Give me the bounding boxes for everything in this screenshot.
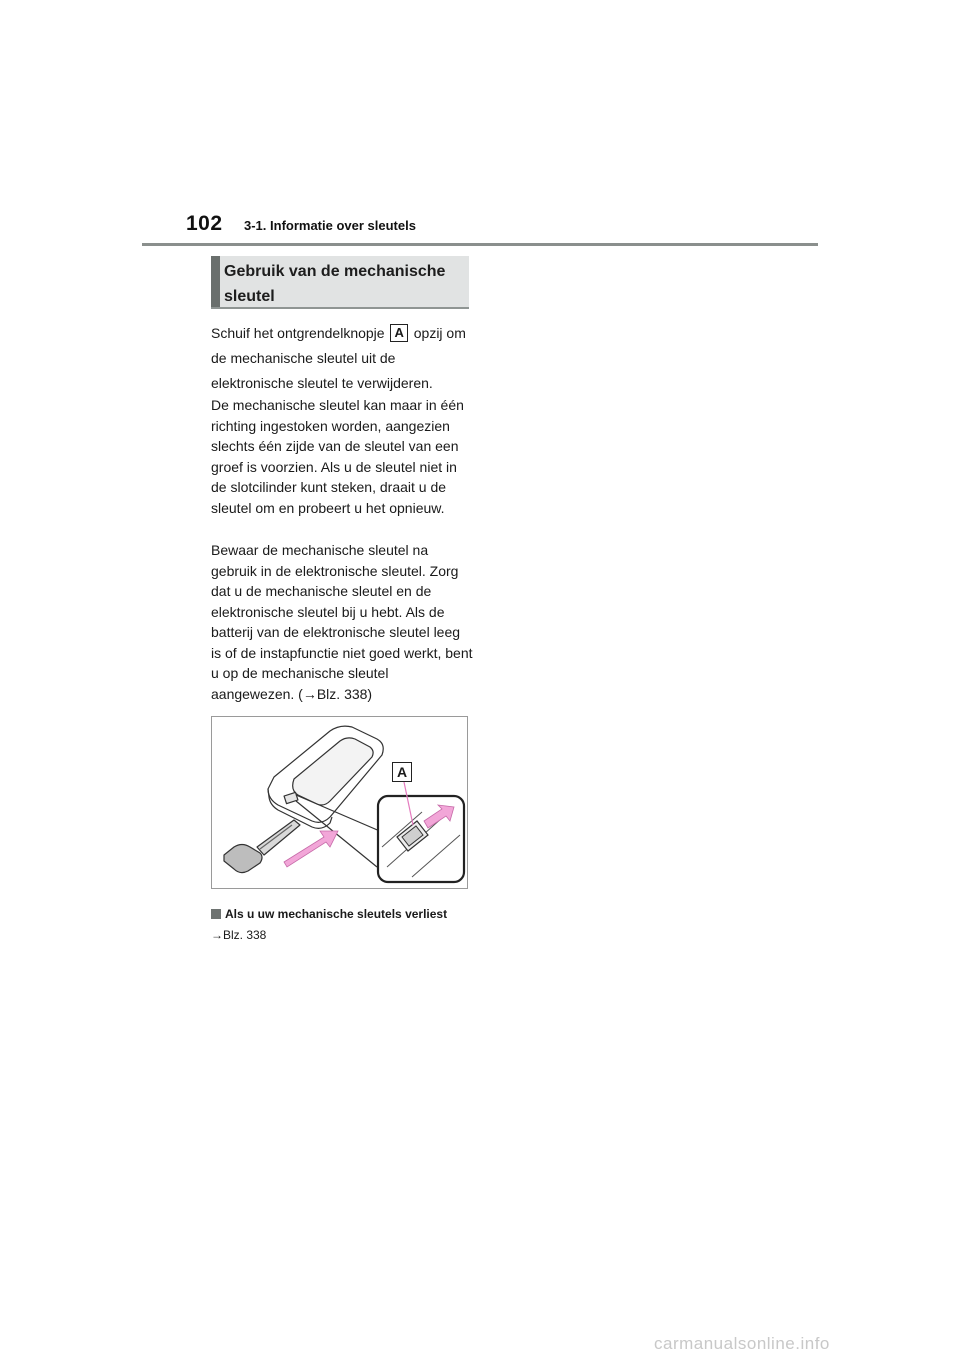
callout-a: A	[390, 324, 407, 342]
square-bullet-icon	[211, 909, 221, 919]
pink-arrow-icon	[284, 831, 338, 867]
figure-callout-a: A	[392, 762, 412, 782]
subsection-reference-link[interactable]: →Blz. 338	[211, 928, 267, 942]
header-divider	[142, 243, 818, 246]
chapter-title: 3-1. Informatie over sleutels	[244, 218, 416, 233]
paragraph-storage: Bewaar de mechanische sleutel na gebruik in de elektronische sleutel. Zorg dat u de mechanische sleutel en de elektronische sleutel bij u hebt. Als de batterij van de elektronische sleutel leeg is of de instapfunctie niet goed werkt, bent u op de mechanische sleutel aangewezen. (→Blz. 338)	[211, 542, 473, 702]
key-figure	[211, 716, 468, 889]
paragraph-key-direction: De mechanische sleutel kan maar in één richting ingestoken worden, aangezien slechts één zijde van de sleutel van een groef is voorzien. Als u de sleutel niet in de slotcilinder kunt steken, draait u de sleutel om en probeert u het opnieuw.	[211, 397, 464, 516]
watermark: carmanualsonline.info	[654, 1334, 830, 1353]
release-button-detail	[378, 796, 464, 882]
smart-key-illustration	[268, 726, 383, 828]
paragraph-instruction-start: Schuif het ontgrendelknopje	[211, 325, 385, 341]
subsection-heading-text: Als u uw mechanische sleutels verliest	[225, 907, 448, 921]
paragraph-instruction-end: opzij om de mechanische sleutel uit de elektronische sleutel te verwijderen.	[211, 325, 466, 391]
section-heading-box	[211, 256, 469, 309]
subsection-heading	[211, 907, 447, 921]
page-number: 102	[186, 212, 223, 235]
key-illustration	[212, 717, 469, 890]
section-heading: Gebruik van de mechanische sleutel	[224, 263, 446, 305]
section-heading-bar	[211, 256, 220, 307]
paragraph-instruction	[211, 321, 473, 396]
